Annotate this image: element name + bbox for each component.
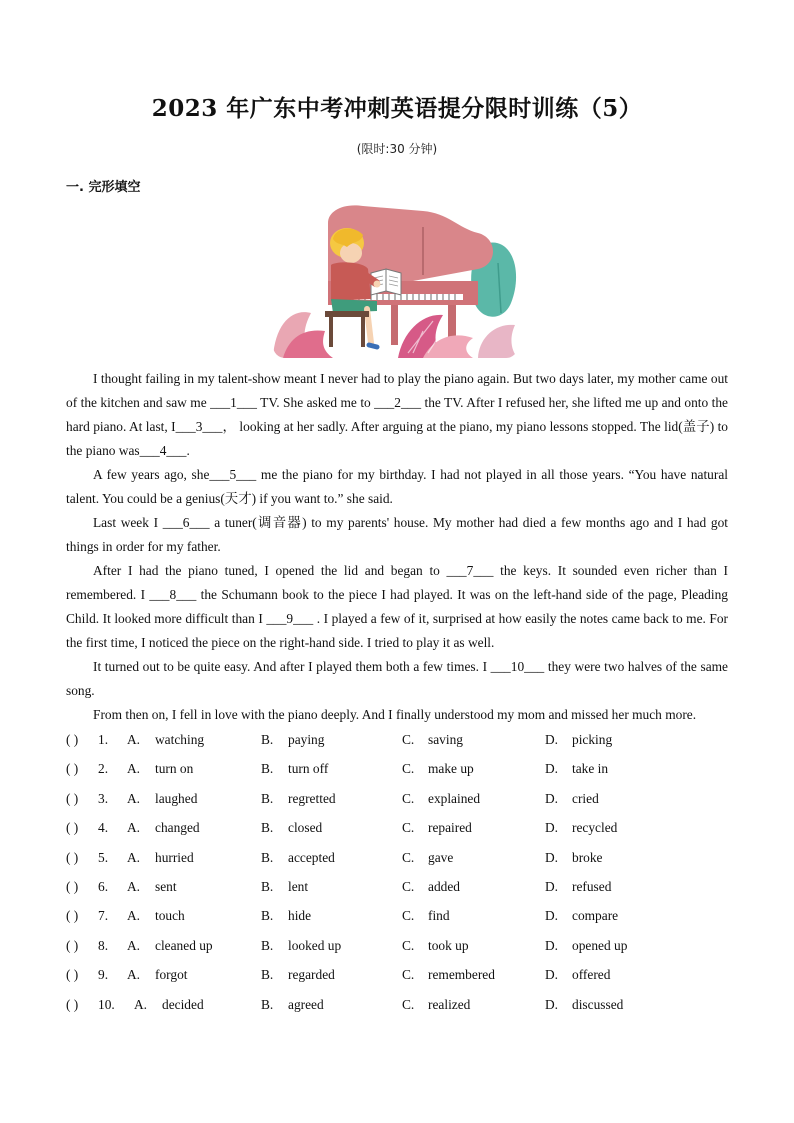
answer-blank[interactable]: ( ) — [66, 790, 79, 806]
boy-face — [340, 243, 362, 263]
question-row — [66, 761, 728, 790]
option-label-d: D. — [545, 849, 559, 865]
boy-playing-piano-illustration — [273, 203, 518, 358]
option-a: watching — [155, 732, 205, 747]
option-c: make up — [428, 761, 474, 777]
option-a: cleaned up — [155, 937, 213, 953]
passage-paragraph: Last week I ___6___ a tuner(调音器) to my parents' house. My mother had died a few months ago and I had got things in order for my father. — [66, 515, 728, 554]
option-b: looked up — [288, 937, 342, 953]
option-a: changed — [155, 820, 200, 836]
cloze-passage — [66, 367, 728, 727]
answer-blank[interactable]: ( ) — [66, 878, 79, 894]
option-label-a: A. — [127, 908, 141, 924]
option-b: accepted — [288, 849, 335, 865]
option-label-b: B. — [261, 732, 274, 747]
option-b: agreed — [288, 996, 324, 1012]
option-label-d: D. — [545, 761, 559, 777]
question-row — [66, 967, 728, 996]
answer-blank[interactable]: ( ) — [66, 820, 79, 836]
section-heading: 一. 完形填空 — [66, 180, 141, 195]
question-row — [66, 997, 728, 1026]
question-row — [66, 850, 728, 879]
option-label-d: D. — [545, 790, 559, 806]
answer-blank[interactable]: ( ) — [66, 908, 79, 924]
option-label-c: C. — [402, 820, 415, 836]
option-d: offered — [572, 967, 611, 983]
option-label-b: B. — [261, 761, 274, 777]
option-label-c: C. — [402, 937, 415, 953]
option-label-a: A. — [127, 967, 141, 983]
option-label-c: C. — [402, 908, 415, 924]
option-label-d: D. — [545, 878, 559, 894]
option-c: took up — [428, 937, 469, 953]
question-number: 1. — [98, 732, 109, 747]
option-label-c: C. — [402, 878, 415, 894]
option-a: turn on — [155, 761, 194, 777]
option-label-c: C. — [402, 996, 415, 1012]
option-c: saving — [428, 732, 463, 747]
option-d: broke — [572, 849, 603, 865]
question-number: 10. — [98, 996, 115, 1012]
option-label-a: A. — [127, 849, 141, 865]
answer-blank[interactable]: ( ) — [66, 849, 79, 865]
option-label-c: C. — [402, 849, 415, 865]
passage-paragraph: From then on, I fell in love with the piano deeply. And I finally understood my mom and missed her much more. — [93, 707, 697, 722]
option-label-d: D. — [545, 732, 559, 747]
option-c: added — [428, 878, 460, 894]
option-d: take in — [572, 761, 609, 777]
option-d: compare — [572, 908, 619, 924]
boy-shirt — [331, 262, 371, 301]
option-label-b: B. — [261, 849, 274, 865]
option-c: find — [428, 908, 450, 924]
option-d: refused — [572, 878, 612, 894]
option-label-b: B. — [261, 820, 274, 836]
option-c: explained — [428, 790, 481, 806]
passage-paragraph: A few years ago, she___5___ me the piano for my birthday. I had not played in all those years. “You have natural talent. You could be a genius(天才) if you want to.” she said. — [66, 467, 728, 506]
page-title: 2023 年广东中考冲刺英语提分限时训练（5） — [151, 95, 643, 122]
piano-leg — [391, 305, 398, 345]
time-limit: (限时:30 分钟) — [356, 142, 438, 156]
option-a: sent — [155, 878, 177, 894]
option-label-a: A. — [127, 790, 141, 806]
option-a: laughed — [155, 790, 198, 806]
option-b: hide — [288, 908, 312, 924]
option-d: discussed — [572, 996, 624, 1012]
option-label-b: B. — [261, 908, 274, 924]
option-label-a: A. — [134, 996, 148, 1012]
question-row — [66, 879, 728, 908]
option-label-d: D. — [545, 967, 559, 983]
question-row — [66, 791, 728, 820]
passage-paragraph: After I had the piano tuned, I opened the lid and began to ___7___ the keys. It sounded even richer than I remembered. I ___8___ the Schumann book to the piece I had played. It was on the left-hand side of the page, Pleading Child. It looked more difficult than I ___9___ . I played a few of it, surprised at how easily the notes came back to me. For the first time, I noticed the piece on the right-hand side. I tried to play it as well. — [66, 563, 728, 650]
question-number: 9. — [98, 967, 109, 983]
question-row — [66, 820, 728, 849]
answer-blank[interactable]: ( ) — [66, 732, 79, 747]
question-number: 7. — [98, 908, 109, 924]
option-label-b: B. — [261, 937, 274, 953]
option-label-a: A. — [127, 937, 141, 953]
option-label-c: C. — [402, 761, 415, 777]
option-c: repaired — [428, 820, 472, 836]
option-d: opened up — [572, 937, 628, 953]
answer-blank[interactable]: ( ) — [66, 967, 79, 983]
question-number: 3. — [98, 790, 109, 806]
option-b: closed — [288, 820, 323, 836]
option-label-a: A. — [127, 761, 141, 777]
question-row — [66, 908, 728, 937]
option-b: paying — [288, 732, 325, 747]
option-d: picking — [572, 732, 613, 747]
option-label-d: D. — [545, 908, 559, 924]
option-label-c: C. — [402, 732, 415, 747]
passage-paragraph: I thought failing in my talent-show meant I never had to play the piano again. But two days later, my mother came out of the kitchen and saw me ___1___ TV. She asked me to ___2___ the TV. After I refused her, she lifted me up and onto the hard piano. At last, I___3___， looking at her sadly. After arguing at the piano, my piano lessons stopped. The lid(盖子) to the piano was___4___. — [66, 371, 728, 458]
answer-blank[interactable]: ( ) — [66, 996, 79, 1012]
option-label-b: B. — [261, 790, 274, 806]
option-b: turn off — [288, 761, 329, 777]
passage-paragraph: It turned out to be quite easy. And after I played them both a few times. I ___10___ they were two halves of the same song. — [66, 659, 728, 698]
option-c: remembered — [428, 967, 495, 983]
question-number: 6. — [98, 878, 109, 894]
question-row — [66, 732, 728, 761]
option-label-a: A. — [127, 732, 141, 747]
answer-blank[interactable]: ( ) — [66, 937, 79, 953]
option-b: lent — [288, 878, 309, 894]
option-label-d: D. — [545, 996, 559, 1012]
option-label-b: B. — [261, 878, 274, 894]
question-number: 4. — [98, 820, 109, 836]
option-label-a: A. — [127, 878, 141, 894]
answer-options — [66, 732, 728, 1026]
leaf-shape — [478, 325, 518, 358]
option-label-d: D. — [545, 937, 559, 953]
question-number: 2. — [98, 761, 109, 777]
question-row — [66, 938, 728, 967]
question-number: 8. — [98, 937, 109, 953]
option-label-c: C. — [402, 790, 415, 806]
option-b: regarded — [288, 967, 335, 983]
boy-shoe — [369, 345, 377, 347]
question-number: 5. — [98, 849, 109, 865]
option-label-c: C. — [402, 967, 415, 983]
option-a: hurried — [155, 849, 194, 865]
piano-illustration-icon — [273, 203, 518, 358]
option-a: touch — [155, 908, 185, 924]
option-d: recycled — [572, 820, 618, 836]
answer-blank[interactable]: ( ) — [66, 761, 79, 777]
piano-stool — [325, 311, 369, 317]
option-label-b: B. — [261, 967, 274, 983]
option-c: gave — [428, 849, 454, 865]
option-c: realized — [428, 996, 471, 1012]
option-label-d: D. — [545, 820, 559, 836]
option-a: decided — [162, 996, 204, 1012]
option-label-b: B. — [261, 996, 274, 1012]
option-label-a: A. — [127, 820, 141, 836]
option-a: forgot — [155, 967, 188, 983]
option-b: regretted — [288, 790, 336, 806]
option-d: cried — [572, 790, 599, 806]
